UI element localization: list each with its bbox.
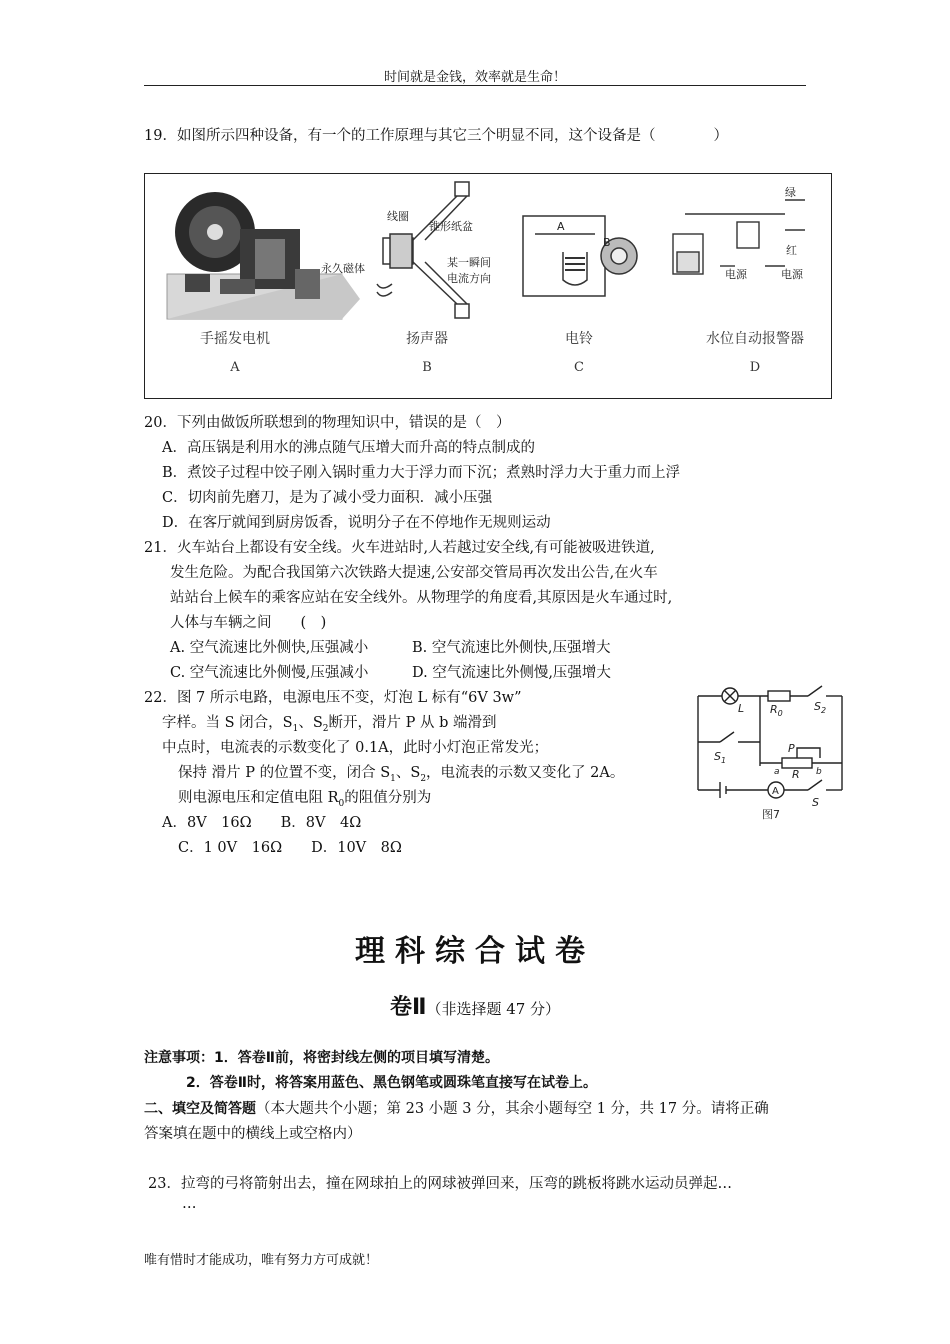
circuit-label-s2: $S_2$: [814, 700, 827, 715]
label-instant: 某一瞬间: [447, 256, 491, 269]
volume-label: 卷Ⅱ: [389, 995, 427, 1020]
header-rule: [144, 85, 806, 86]
circuit-figure: [690, 682, 850, 824]
q22-line-2: 字样。当 S 闭合，$S_1$、$S_2$断开，滑片 P 从 b 端滑到: [162, 715, 497, 734]
q21-line-3: 站站台上候车的乘客应站在安全线外。从物理学的角度看,其原因是火车通过时,: [170, 590, 673, 606]
q20-option-c: C．切肉前先磨刀，是为了减小受力面积．减小压强: [162, 490, 493, 506]
letter-a: A: [230, 360, 240, 375]
q19-figure-drawing: [145, 174, 831, 398]
q21-option-b: B. 空气流速比外侧快,压强增大: [412, 640, 611, 656]
label-power-1: 电源: [725, 268, 747, 281]
circuit-label-a: a: [774, 767, 780, 777]
caption-b: 扬声器: [406, 331, 448, 347]
caption-c: 电铃: [565, 331, 593, 347]
q22-line-4: 保持 滑片 P 的位置不变，闭合 $S_1$、$S_2$，电流表的示数又变化了 2A。: [178, 765, 625, 784]
q19-stem: 19．如图所示四种设备，有一个的工作原理与其它三个明显不同，这个设备是（ ）: [144, 128, 728, 144]
bell-drawing: [523, 216, 637, 296]
q22-options-cd: C．1 0V 16Ω D．10V 8Ω: [178, 840, 402, 856]
circuit-label-r0: $R_0$: [770, 703, 783, 718]
page-header: 时间就是金钱，效率就是生命！: [383, 70, 566, 85]
letter-b: B: [422, 360, 432, 375]
circuit-label-s1: $S_1$: [714, 750, 727, 765]
q23-line-2: …: [182, 1196, 197, 1212]
circuit-label-s: S: [812, 796, 819, 809]
circuit-label-l: L: [738, 702, 745, 715]
q22-options-ab: A．8V 16Ω B．8V 4Ω: [162, 815, 362, 831]
caption-a: 手摇发电机: [200, 331, 270, 347]
alarm-drawing: [673, 200, 805, 274]
figure-caption: 图7: [762, 808, 780, 821]
label-red: 红: [786, 244, 797, 257]
letter-c: C: [574, 360, 584, 375]
page-footer: 唯有惜时才能成功，唯有努力方可成就！: [144, 1253, 379, 1268]
circuit-label-r: R: [792, 768, 800, 781]
notice-line-2: 2．答卷Ⅱ时，将答案用蓝色、黑色钢笔或圆珠笔直接写在试卷上。: [186, 1075, 597, 1091]
q21-line-1: 21．火车站台上都设有安全线。火车进站时,人若越过安全线,有可能被吸进铁道,: [144, 540, 655, 556]
q21-line-4: 人体与车辆之间 ( ): [170, 615, 327, 631]
generator-drawing: [167, 192, 360, 319]
q21-line-2: 发生危险。为配合我国第六次铁路大提速,公安部交管局再次发出公告,在火车: [170, 565, 658, 581]
label-cone: 锥形纸盆: [429, 220, 473, 233]
q21-option-c: C. 空气流速比外侧慢,压强减小: [170, 665, 369, 681]
q19-figure: [144, 173, 832, 399]
q22-line-5: 则电源电压和定值电阻 $R_0$的阻值分别为: [178, 790, 432, 809]
label-coil: 线圈: [387, 210, 409, 223]
ammeter-label: A: [772, 786, 779, 797]
q20-option-d: D．在客厅就闻到厨房饭香，说明分子在不停地作无规则运动: [162, 515, 551, 531]
section-title: 理科综合试卷: [355, 934, 595, 969]
circuit-label-p: P: [788, 742, 795, 755]
volume-heading: [0, 990, 950, 1021]
letter-d: D: [749, 360, 761, 375]
label-magnet: 永久磁体: [321, 262, 365, 275]
label-green: 绿: [785, 186, 796, 199]
notice-line-1: 注意事项：1．答卷Ⅱ前，将密封线左侧的项目填写清楚。: [144, 1050, 499, 1066]
caption-d: 水位自动报警器: [706, 331, 804, 347]
q21-option-d: D. 空气流速比外侧慢,压强增大: [412, 665, 611, 681]
label-bell-b: B: [603, 236, 611, 249]
q21-option-a: A. 空气流速比外侧快,压强减小: [170, 640, 369, 656]
label-bell-a: A: [557, 220, 565, 233]
q22-line-1: 22．图 7 所示电路，电源电压不变，灯泡 L 标有“6V 3w”: [144, 690, 522, 706]
q20-stem: 20．下列由做饭所联想到的物理知识中，错误的是（ ）: [144, 415, 511, 431]
part-desc-2: 答案填在题中的横线上或空格内）: [144, 1126, 362, 1142]
circuit-label-b: b: [816, 767, 822, 777]
label-power-2: 电源: [781, 268, 803, 281]
speaker-drawing: [377, 182, 469, 318]
q20-option-b: B．煮饺子过程中饺子刚入锅时重力大于浮力而下沉；煮熟时浮力大于重力而上浮: [162, 465, 681, 481]
label-current-dir: 电流方向: [447, 272, 491, 285]
q23-line-1: 23．拉弯的弓将箭射出去，撞在网球拍上的网球被弹回来，压弯的跳板将跳水运动员弹起…: [148, 1176, 732, 1192]
part-heading: 二、填空及简答题（本大题共个小题；第 23 小题 3 分，其余小题每空 1 分，共 17 分。请将正确: [144, 1101, 769, 1117]
volume-desc: （非选择题 47 分）: [426, 1000, 561, 1018]
q22-line-3: 中点时，电流表的示数变化了 0.1A，此时小灯泡正常发光；: [162, 740, 549, 756]
q20-option-a: A．高压锅是利用水的沸点随气压增大而升高的特点制成的: [162, 440, 535, 456]
